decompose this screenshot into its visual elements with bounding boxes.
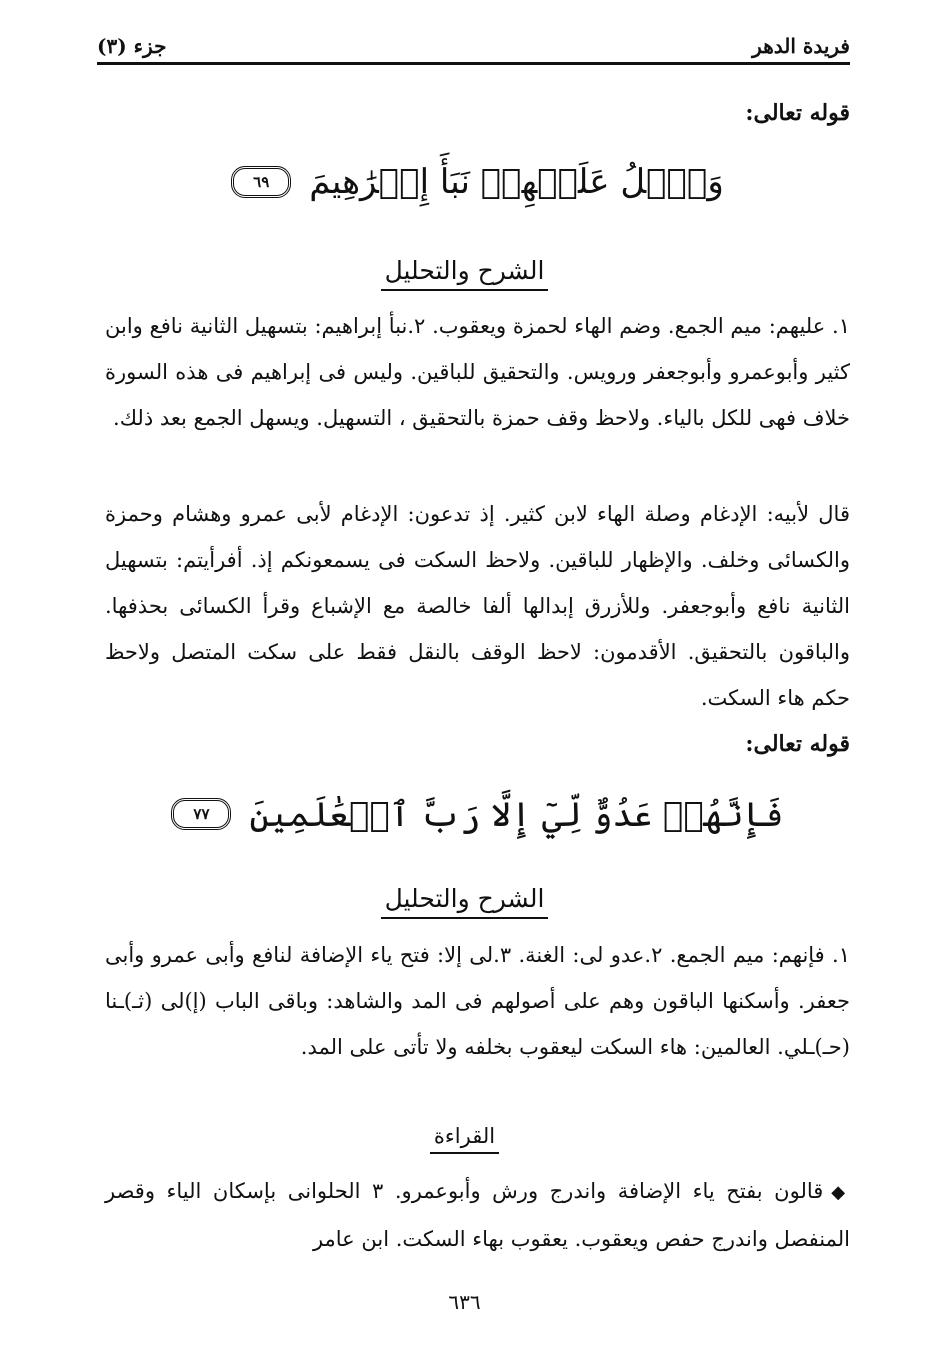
ayah-number-2: ٧٧ xyxy=(193,805,210,823)
ayah-number-badge xyxy=(231,166,291,198)
part-label: جزء (٣) xyxy=(97,34,167,58)
running-header xyxy=(97,22,850,58)
section-heading-2 xyxy=(0,884,929,919)
section-heading-text-1: الشرح والتحليل xyxy=(381,256,549,291)
book-title: فريدة الدهر xyxy=(752,34,850,58)
section-heading-text-2: الشرح والتحليل xyxy=(381,884,549,919)
verse-text-1: وَٱتۡلُ عَلَيۡهِمۡ نَبَأَ إِبۡرَٰهِيمَ xyxy=(309,162,724,202)
page-number: ٦٣٦ xyxy=(448,1290,481,1314)
reading-paragraph xyxy=(105,1168,850,1262)
header-rule xyxy=(97,62,850,65)
diamond-bullet-icon: ◆ xyxy=(831,1182,850,1203)
ayah-number-1: ٦٩ xyxy=(253,173,270,191)
reading-heading-text: القراءة xyxy=(430,1124,499,1154)
explanation-paragraph-3: ١. فإنهم: ميم الجمع. ٢.عدو لى: الغنة. ٣.لى إلا: فتح ياء الإضافة لنافع وأبى عمرو وأبى جعفر. وأسكنها الباقون وهم على أصولهم فى المد والشاهد: وباقى الباب (إ)لى (ثـ)ـنا (حـ)ـلي. العالمين: هاء السكت ليعقوب بخلفه ولا تأتى على المد. xyxy=(105,943,851,1059)
ayah-number-badge xyxy=(171,798,231,830)
section-heading-1 xyxy=(0,256,929,291)
verse-line-2 xyxy=(105,784,850,844)
verse-text-2: فَإِنَّهُمۡ عَدُوٌّ لِّيٓ إِلَّا رَبَّ ٱلۡعَٰلَمِينَ xyxy=(249,794,784,835)
explanation-paragraph-1: ١. عليهم: ميم الجمع. وضم الهاء لحمزة ويعقوب. ٢.نبأ إبراهيم: بتسهيل الثانية نافع وابن كثير وأبوعمرو وأبوجعفر ورويس. والتحقيق للباقين. وليس فى إبراهيم فى هذه السورة خلاف فهى للكل بالياء. ولاحظ وقف حمزة بالتحقيق ، التسهيل. ويسهل الجمع بعد ذلك. xyxy=(105,314,850,430)
reading-heading xyxy=(0,1124,929,1154)
verse-line-1 xyxy=(105,152,850,212)
verse-intro-2: قوله تعالى: xyxy=(745,731,850,757)
explanation-paragraph-2: قال لأبيه: الإدغام وصلة الهاء لابن كثير. إذ تدعون: الإدغام لأبى عمرو وهشام وحمزة والكسائى وخلف. والإظهار للباقين. ولاحظ السكت فى يسمعونكم إذ. أفرأيتم: بتسهيل الثانية نافع وأبوجعفر. وللأزرق إبدالها ألفا خالصة مع الإشباع وقرأ الكسائى بحذفها. والباقون بالتحقيق. الأقدمون: لاحظ الوقف بالنقل فقط على سكت المتصل ولاحظ حكم هاء السكت. xyxy=(105,502,850,710)
reading-text: قالون بفتح ياء الإضافة واندرج ورش وأبوعمرو. ٣ الحلوانى بإسكان الياء وقصر المنفصل واندرج حفص ويعقوب. يعقوب بهاء السكت. ابن عامر xyxy=(105,1179,850,1251)
verse-intro-1: قوله تعالى: xyxy=(745,100,850,126)
